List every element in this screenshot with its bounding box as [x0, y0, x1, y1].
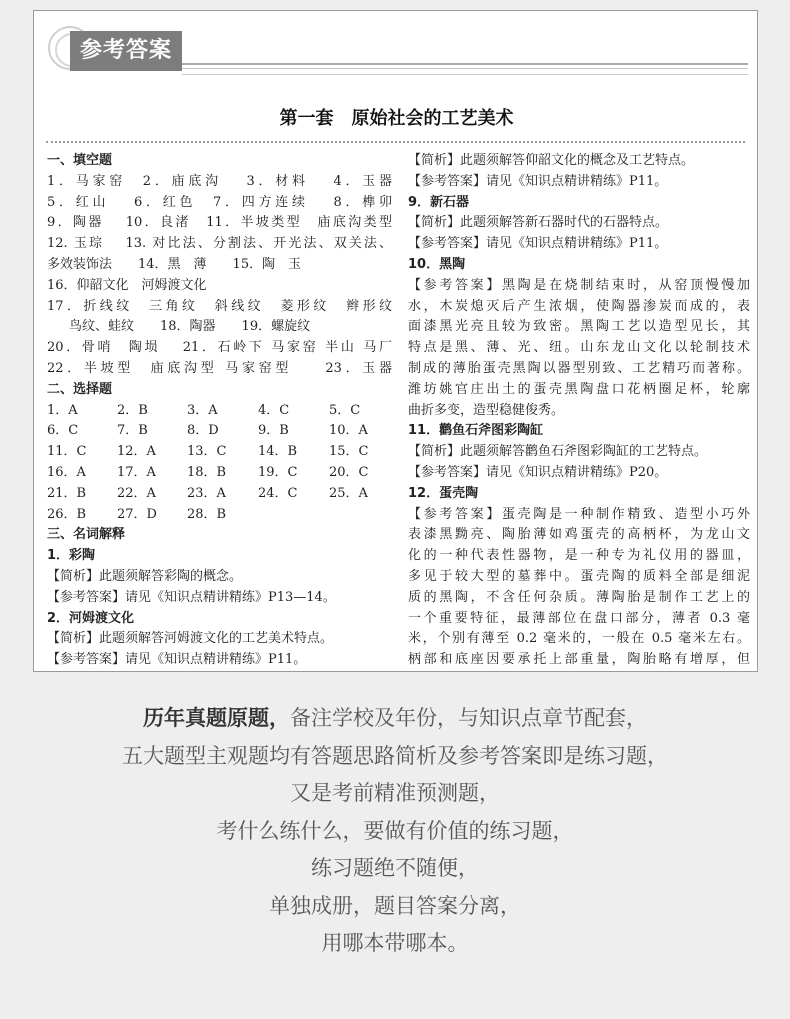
choice-row — [47, 442, 392, 463]
answer-text-line: 一个重要特征，最薄部位在盘口部分，薄者 0.3 毫 — [408, 610, 750, 626]
header-rule — [182, 63, 748, 75]
choice-answer: 24．C — [258, 485, 298, 501]
answer-text-line: 水，木炭熄灭后产生浓烟，使陶器渗炭而成的，表 — [408, 298, 750, 314]
fill-line: 1．马家窑 2．庙底沟 3．材料 4．玉器 — [47, 173, 392, 189]
term-analysis: 【简析】此题须解答仰韶文化的概念及工艺特点。 — [408, 153, 695, 168]
answer-text-line: 曲折多变，造型稳健俊秀。 — [408, 402, 565, 418]
choice-answer: 23．A — [187, 485, 226, 501]
fill-line: 16．仰韶文化 河姆渡文化 — [47, 277, 207, 293]
promo-caption — [0, 700, 790, 963]
choice-answer: 9．B — [258, 423, 289, 439]
choice-answer: 22．A — [117, 485, 156, 501]
term-title: 12．蛋壳陶 — [408, 485, 479, 501]
answer-text-line: 质的黑陶，不含任何杂质。薄陶胎是制作工艺上的 — [408, 589, 750, 605]
choice-answer: 4．C — [258, 402, 290, 418]
choice-answer: 27．D — [117, 506, 157, 522]
fill-line: 17．折线纹 三角纹 斜线纹 菱形纹 辫形纹 — [47, 298, 392, 314]
answer-text-line: 化的一种代表性器物，是一种专为礼仪用的器皿， — [408, 548, 750, 564]
section-heading-fill: 一、填空题 — [47, 153, 113, 168]
caption-line: 单独成册，题目答案分离， — [269, 893, 521, 918]
choice-answer: 28．B — [187, 506, 227, 522]
caption-line — [0, 700, 790, 738]
caption-highlight: 历年真题原题， — [143, 706, 290, 730]
term-answer: 【参考答案】请见《知识点精讲精练》P11。 — [47, 652, 307, 668]
term-title: 2．河姆渡文化 — [47, 610, 135, 626]
fill-line: 20．骨哨 陶埙 21．石岭下 马家窑 半山 马厂 — [47, 340, 392, 356]
answer-text-line: 制成的薄胎蛋壳黑陶以器型别致、工艺精巧而著称。 — [408, 360, 750, 376]
choice-row — [47, 463, 392, 484]
answer-header — [48, 26, 748, 76]
choice-answer-grid — [47, 401, 392, 526]
choice-answer: 18．B — [187, 464, 227, 480]
term-analysis: 【简析】此题须解答鹳鱼石斧图彩陶缸的工艺特点。 — [408, 444, 708, 460]
section-heading-choice: 二、选择题 — [47, 381, 113, 397]
choice-answer: 5．C — [329, 402, 361, 418]
choice-answer: 17．A — [117, 464, 156, 480]
term-title: 10．黑陶 — [408, 256, 466, 272]
answer-tag: 参考答案 — [70, 31, 182, 71]
answer-text-line: 面漆黑光亮且较为致密。黑陶工艺以造型见长，其 — [408, 319, 750, 335]
caption-line: 用哪本带哪本。 — [321, 931, 469, 955]
choice-answer: 12．A — [117, 444, 156, 460]
term-answer: 【参考答案】请见《知识点精讲精练》P13—14。 — [47, 589, 336, 605]
dotted-divider — [46, 141, 745, 143]
choice-answer: 16．A — [47, 464, 86, 480]
choice-answer: 11．C — [47, 444, 87, 460]
choice-answer: 26．B — [47, 506, 87, 522]
answer-text-line: 特点是黑、薄、光、纽。山东龙山文化以轮制技术 — [408, 340, 750, 356]
fill-line: 12. 玉琮 13. 对比法、分割法、开光法、双关法、 — [47, 236, 392, 252]
fill-line: 22．半坡型 庙底沟型 马家窑型 23．玉器 — [47, 360, 392, 376]
answer-text-line: 米，个别有薄至 0.2 毫米的，一般在 0.5 毫米左右。 — [408, 631, 750, 647]
answer-text-line: 【参考答案】黑陶是在烧制结束时，从窑顶慢慢加 — [408, 277, 750, 293]
choice-answer: 10．A — [329, 423, 368, 439]
choice-answer: 14．B — [258, 444, 298, 460]
choice-answer: 6．C — [47, 423, 79, 439]
caption-line-rest: 备注学校及年份，与知识点章节配套， — [290, 706, 647, 730]
term-answer: 【参考答案】请见《知识点精讲精练》P20。 — [408, 464, 668, 480]
caption-line: 考什么练什么，要做有价值的练习题， — [216, 818, 574, 843]
answer-text-line: 表漆黑黝亮、陶胎薄如鸡蛋壳的高柄杯，为龙山文 — [408, 527, 750, 543]
term-analysis: 【简析】此题须解答彩陶的概念。 — [47, 568, 243, 584]
term-title: 1．彩陶 — [47, 548, 96, 564]
term-analysis: 【简析】此题须解答新石器时代的石器特点。 — [408, 215, 669, 231]
choice-answer: 13．C — [187, 444, 227, 460]
answer-text-line: 潍坊姚官庄出土的蛋壳黑陶盘口花柄圈足杯，轮廓 — [408, 381, 750, 397]
fill-line: 鸟纹、蛙纹 18．陶器 19．螺旋纹 — [69, 319, 311, 335]
caption-line: 五大题型主观题均有答题思路简析及参考答案即是练习题， — [122, 743, 668, 768]
section-heading-terms: 三、名词解释 — [47, 527, 126, 543]
left-column — [47, 151, 392, 671]
choice-row — [47, 401, 392, 422]
choice-answer: 21．B — [47, 485, 87, 501]
term-analysis: 【简析】此题须解答河姆渡文化的工艺美术特点。 — [47, 631, 334, 647]
choice-answer: 19．C — [258, 464, 298, 480]
choice-answer: 7．B — [117, 423, 148, 439]
caption-line: 又是考前精准预测题， — [290, 781, 500, 805]
term-answer: 【参考答案】请见《知识点精讲精练》P11。 — [408, 236, 668, 252]
choice-row — [47, 505, 392, 526]
choice-answer: 15．C — [329, 444, 369, 460]
right-column — [408, 151, 750, 671]
term-title: 11．鹳鱼石斧图彩陶缸 — [408, 423, 544, 439]
fill-line: 9．陶器 10．良渚 11．半坡类型 庙底沟类型 — [47, 215, 392, 231]
choice-answer: 20．C — [329, 464, 369, 480]
choice-row — [47, 421, 392, 442]
term-title: 9．新石器 — [408, 194, 470, 210]
answer-text-line: 多见于较大型的墓葬中。蛋壳陶的质料全部是细泥 — [408, 568, 750, 584]
answer-page — [33, 10, 758, 672]
set-title: 第一套 原始社会的工艺美术 — [279, 108, 514, 129]
choice-answer: 8．D — [187, 423, 219, 439]
caption-line: 练习题绝不随便， — [311, 856, 479, 880]
choice-answer: 3．A — [187, 402, 218, 418]
fill-line: 5．红山 6．红色 7．四方连续 8．榫卯 — [47, 194, 392, 210]
fill-line: 多效装饰法 14．黑 薄 15．陶 玉 — [47, 256, 302, 272]
choice-row — [47, 484, 392, 505]
answer-text-line: 【参考答案】蛋壳陶是一种制作精致、造型小巧外 — [408, 506, 750, 522]
answer-text-line: 柄部和底座因要承托上部重量，陶胎略有增厚，但 — [408, 652, 750, 668]
choice-answer: 1．A — [47, 402, 78, 418]
term-answer: 【参考答案】请见《知识点精讲精练》P11。 — [408, 173, 668, 189]
choice-answer: 25．A — [329, 485, 368, 501]
choice-answer: 2．B — [117, 402, 148, 418]
